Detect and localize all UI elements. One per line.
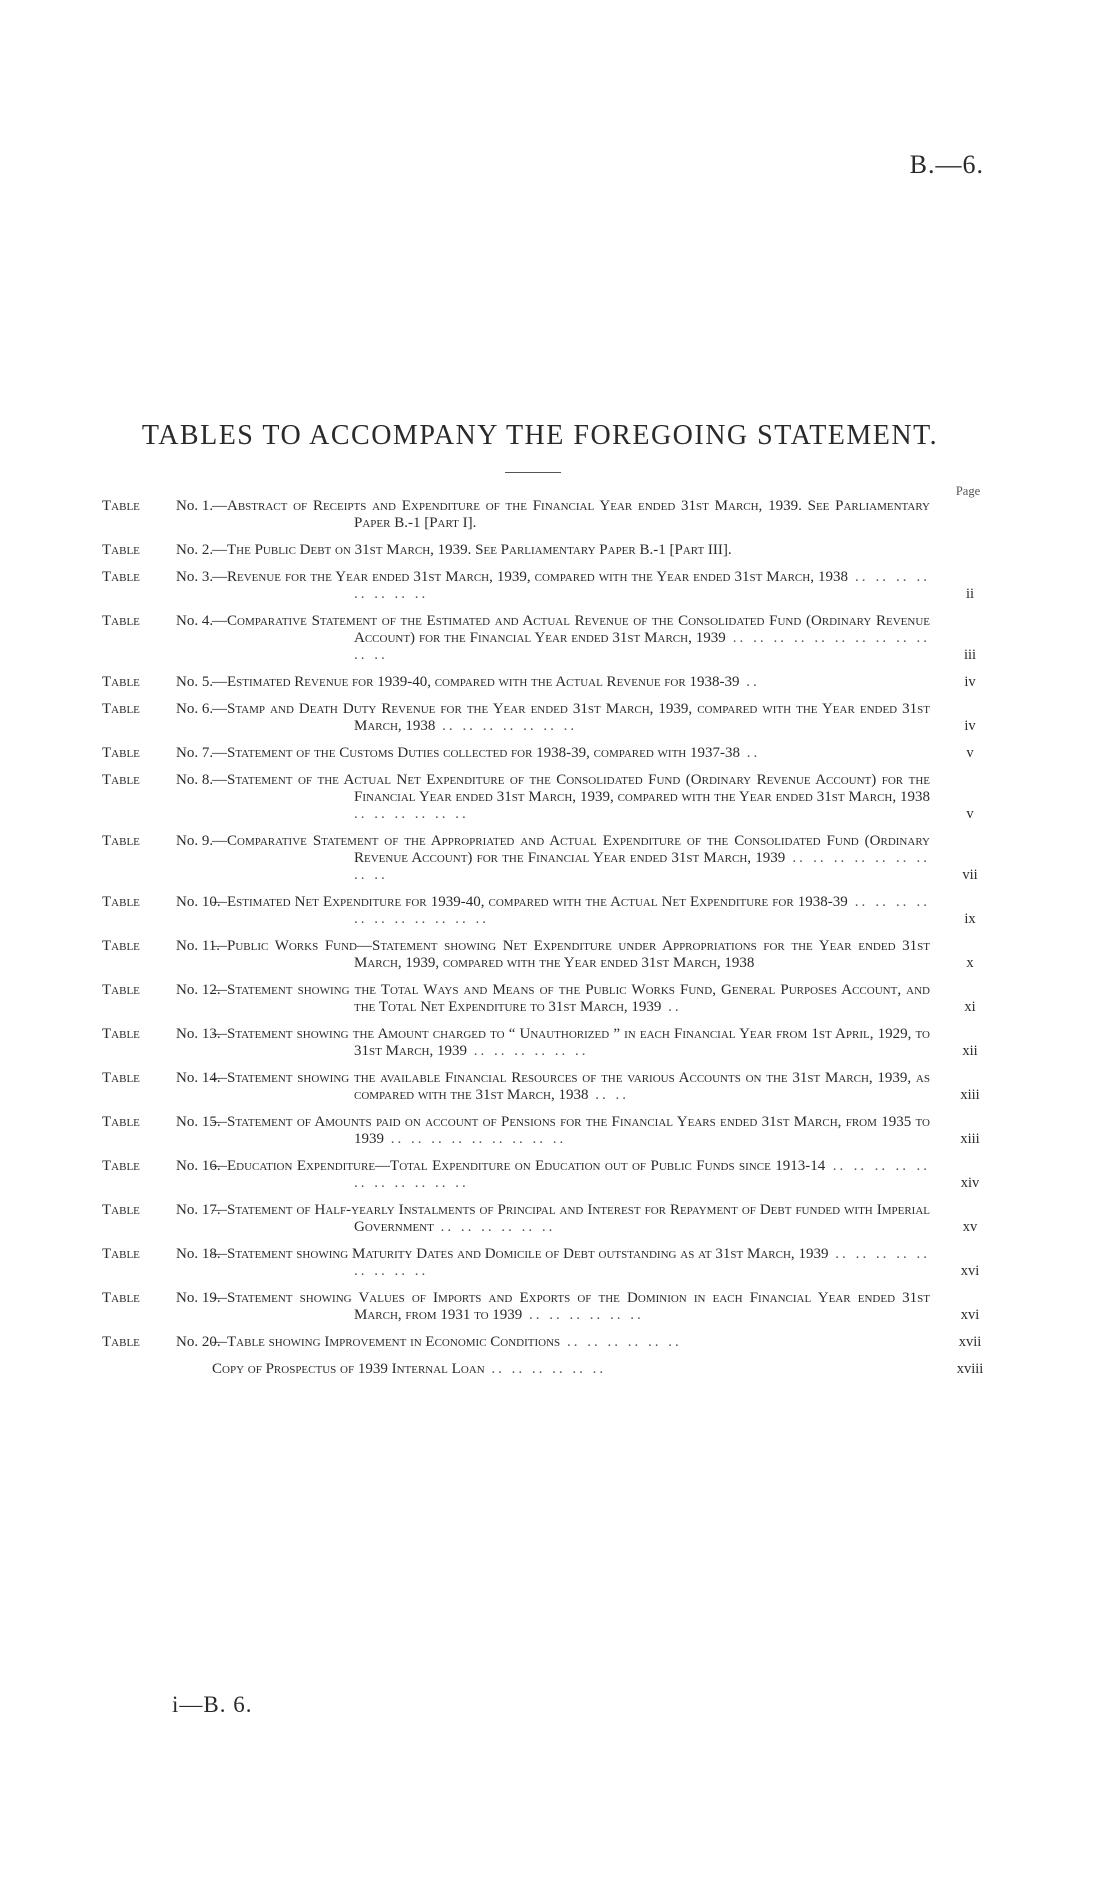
entry-text: —Estimated Revenue for 1939-40, compared with the Actual Revenue for 1938-39	[212, 674, 740, 690]
entry-number: No. 8.	[176, 772, 214, 788]
entry-label: Table	[102, 772, 140, 788]
page-title: TABLES TO ACCOMPANY THE FOREGOING STATEMENT.	[141, 420, 939, 451]
entry-label: Table	[102, 1246, 140, 1262]
entry-number: No. 1.	[176, 498, 214, 514]
entry-page: iv	[964, 718, 976, 734]
entry-label: Table	[102, 1334, 140, 1350]
entry-page: iii	[963, 647, 977, 663]
entry-number: No. 5.	[176, 674, 214, 690]
entry-description	[212, 772, 930, 823]
entry-text: Copy of Prospectus of 1939 Internal Loan	[212, 1361, 485, 1377]
entry-description	[212, 542, 930, 559]
leader-dots: .. .. .. .. .. .. ..	[435, 718, 578, 734]
toc-entry-table-5	[102, 674, 1002, 691]
leader-dots: .. .. .. .. .. .. .. ..	[354, 569, 930, 602]
entry-page: xii	[962, 1043, 978, 1059]
entry-page: xvii	[958, 1334, 982, 1350]
entry-number: No. 10.	[176, 894, 221, 910]
entry-description	[212, 894, 930, 928]
entry-description	[212, 1334, 930, 1351]
leader-dots: .. .. .. .. .. ..	[522, 1307, 644, 1323]
entry-text: —Statement showing the available Financial Resources of the various Accounts on the 31st March, 1939, as compared with the 31st March, 1938	[212, 1070, 930, 1103]
leader-dots: .. .. .. .. .. .. .. .. ..	[384, 1131, 567, 1147]
entry-label: Table	[102, 938, 140, 954]
toc-entry-table-11	[102, 938, 1002, 972]
entry-page: v	[966, 806, 974, 822]
entry-label: Table	[102, 1026, 140, 1042]
entry-label: Table	[102, 701, 140, 717]
entry-description	[212, 1070, 930, 1104]
entry-number: No. 15.	[176, 1114, 221, 1130]
entry-text: —Statement of the Customs Duties collected for 1938-39, compared with 1937-38	[212, 745, 740, 761]
entry-number: No. 13.	[176, 1026, 221, 1042]
entry-description	[212, 938, 930, 972]
leader-dots: .. .. .. .. .. .. .. .. .. .. ..	[354, 1158, 931, 1191]
entry-text: —Comparative Statement of the Appropriated and Actual Expenditure of the Consolidated Fund (Ordinary Revenue Account) for the Financial Year ended 31st March, 1939	[212, 833, 930, 866]
toc-entry-table-9	[102, 833, 1002, 884]
toc-entry-table-7	[102, 745, 1002, 762]
entry-number: No. 19.	[176, 1290, 221, 1306]
entry-label: Table	[102, 1290, 140, 1306]
entry-text: —Statement of the Actual Net Expenditure of the Consolidated Fund (Ordinary Revenue Account) for the Financial Year ended 31st March, 1939, compared with the Year ended 31st March, 1938	[212, 772, 930, 805]
entry-label: Table	[102, 745, 140, 761]
entry-text: —Stamp and Death Duty Revenue for the Year ended 31st March, 1939, compared with the Year ended 31st March, 1938	[212, 701, 930, 734]
entry-description	[212, 1361, 930, 1378]
toc-entry-table-19	[102, 1290, 1002, 1324]
entry-label: Table	[102, 1114, 140, 1130]
entry-description	[212, 833, 930, 884]
entry-page: xv	[962, 1219, 978, 1235]
entry-text: —The Public Debt on 31st March, 1939. See Parliamentary Paper B.-1 [Part III].	[212, 542, 732, 558]
entry-number: No. 4.	[176, 613, 214, 629]
entry-number: No. 12.	[176, 982, 221, 998]
entry-number: No. 2.	[176, 542, 214, 558]
entry-page: ii	[965, 586, 975, 602]
leader-dots: .. .. .. .. .. .. .. .. ..	[354, 1246, 930, 1279]
page-reference: B.—6.	[909, 150, 984, 179]
entry-text: —Statement showing the Total Ways and Means of the Public Works Fund, General Purposes Account, and the Total Net Expenditure to 31st March, 1939	[212, 982, 930, 1015]
leader-dots: .. .. .. .. .. .. .. .. ..	[354, 850, 931, 883]
entry-number: No. 3.	[176, 569, 214, 585]
leader-dots: ..	[740, 745, 761, 761]
entry-description	[212, 569, 930, 603]
toc-entry-table-16	[102, 1158, 1002, 1192]
entry-label: Table	[102, 982, 140, 998]
entry-page: xiii	[960, 1087, 980, 1103]
leader-dots: .. .. .. .. .. ..	[467, 1043, 589, 1059]
entry-page: xiii	[960, 1131, 980, 1147]
title-divider	[505, 472, 561, 473]
entry-page: xvi	[960, 1263, 980, 1279]
toc-entry-table-17	[102, 1202, 1002, 1236]
entry-description	[212, 498, 930, 532]
leader-dots: .. ..	[588, 1087, 629, 1103]
entry-label: Table	[102, 674, 140, 690]
entry-text: —Statement of Half-yearly Instalments of Principal and Interest for Repayment of Debt funded with Imperial Government	[212, 1202, 930, 1235]
entry-description	[212, 1290, 930, 1324]
entry-description	[212, 982, 930, 1016]
entry-label: Table	[102, 498, 140, 514]
entry-description	[212, 1202, 930, 1236]
entry-description	[212, 1158, 930, 1192]
toc-entry-prospectus	[102, 1361, 1002, 1378]
entry-label: Table	[102, 1070, 140, 1086]
leader-dots: .. .. .. .. .. .. .. .. .. .. ..	[354, 894, 930, 927]
entry-description	[212, 1026, 930, 1060]
entry-description	[212, 701, 930, 735]
leader-dots: .. .. .. .. .. .. .. .. .. .. .. ..	[354, 630, 931, 663]
footer-page-reference: i—B. 6.	[172, 1692, 253, 1717]
toc-entry-table-20	[102, 1334, 1002, 1351]
entry-page: xviii	[956, 1361, 984, 1377]
entry-number: No. 9.	[176, 833, 214, 849]
entry-page: x	[966, 955, 974, 971]
entry-description	[212, 745, 930, 762]
entry-number: No. 20.	[176, 1334, 221, 1350]
entry-page: xi	[964, 999, 976, 1015]
toc-entry-table-12	[102, 982, 1002, 1016]
entry-page: xiv	[960, 1175, 980, 1191]
leader-dots: .. .. .. .. .. ..	[560, 1334, 682, 1350]
entry-description	[212, 1114, 930, 1148]
entry-text: —Public Works Fund—Statement showing Net Expenditure under Appropriations for the Year ended 31st March, 1939, compared with the Year ended 31st March, 1938	[212, 938, 930, 971]
entry-text: —Statement of Amounts paid on account of Pensions for the Financial Years ended 31st March, from 1935 to 1939	[212, 1114, 930, 1147]
entry-number: No. 18.	[176, 1246, 221, 1262]
entry-text: —Table showing Improvement in Economic Conditions	[212, 1334, 561, 1350]
entry-text: —Education Expenditure—Total Expenditure on Education out of Public Funds since 1913-14	[212, 1158, 826, 1174]
entry-number: No. 6.	[176, 701, 214, 717]
entry-text: —Estimated Net Expenditure for 1939-40, compared with the Actual Net Expenditure for 1938-39	[212, 894, 848, 910]
toc-entry-table-2	[102, 542, 1002, 559]
toc-entry-table-14	[102, 1070, 1002, 1104]
toc-entry-table-18	[102, 1246, 1002, 1280]
page-column-header: Page	[955, 484, 981, 498]
leader-dots: .. .. .. .. .. ..	[484, 1361, 607, 1377]
entry-page: xvi	[960, 1307, 980, 1323]
entry-page: iv	[964, 674, 976, 690]
toc-entry-table-6	[102, 701, 1002, 735]
entry-page: v	[966, 745, 974, 761]
leader-dots: ..	[661, 999, 682, 1015]
entry-label: Table	[102, 542, 140, 558]
entry-label: Table	[102, 894, 140, 910]
toc-entry-table-10	[102, 894, 1002, 928]
entry-text: —Statement showing Values of Imports and Exports of the Dominion in each Financial Year ended 31st March, from 1931 to 1939	[212, 1290, 930, 1323]
entry-number: No. 7.	[176, 745, 214, 761]
entry-text: —Statement showing the Amount charged to “ Unauthorized ” in each Financial Year from 1st April, 1929, to 31st March, 1939	[212, 1026, 930, 1059]
entry-label: Table	[102, 1202, 140, 1218]
toc-entry-table-4	[102, 613, 1002, 664]
entry-description	[212, 674, 930, 691]
entry-text: —Abstract of Receipts and Expenditure of the Financial Year ended 31st March, 1939. See Parliamentary Paper B.-1 [Part I].	[212, 498, 930, 531]
toc-entry-table-3	[102, 569, 1002, 603]
toc-entry-table-13	[102, 1026, 1002, 1060]
entry-label: Table	[102, 613, 140, 629]
entry-text: —Revenue for the Year ended 31st March, 1939, compared with the Year ended 31st March, 1938	[212, 569, 848, 585]
toc-entry-table-1	[102, 498, 1002, 532]
leader-dots: .. .. .. .. .. ..	[433, 1219, 556, 1235]
entry-description	[212, 1246, 930, 1280]
entry-label: Table	[102, 833, 140, 849]
entry-description	[212, 613, 930, 664]
entry-number: No. 17.	[176, 1202, 221, 1218]
entry-number: No. 14.	[176, 1070, 221, 1086]
toc-entry-table-8	[102, 772, 1002, 823]
entry-number: No. 11.	[176, 938, 221, 954]
entry-number: No. 16.	[176, 1158, 221, 1174]
leader-dots: ..	[739, 674, 760, 690]
entry-label: Table	[102, 1158, 140, 1174]
entry-text: —Comparative Statement of the Estimated and Actual Revenue of the Consolidated Fund (Ordinary Revenue Account) for the Financial Year ended 31st March, 1939	[212, 613, 930, 646]
entry-page: vii	[962, 867, 978, 883]
toc-entry-table-15	[102, 1114, 1002, 1148]
entry-text: —Statement showing Maturity Dates and Domicile of Debt outstanding as at 31st March, 1939	[212, 1246, 829, 1262]
table-of-contents	[102, 498, 1002, 1388]
leader-dots: .. .. .. .. .. ..	[354, 806, 469, 822]
entry-label: Table	[102, 569, 140, 585]
entry-page: ix	[964, 911, 976, 927]
